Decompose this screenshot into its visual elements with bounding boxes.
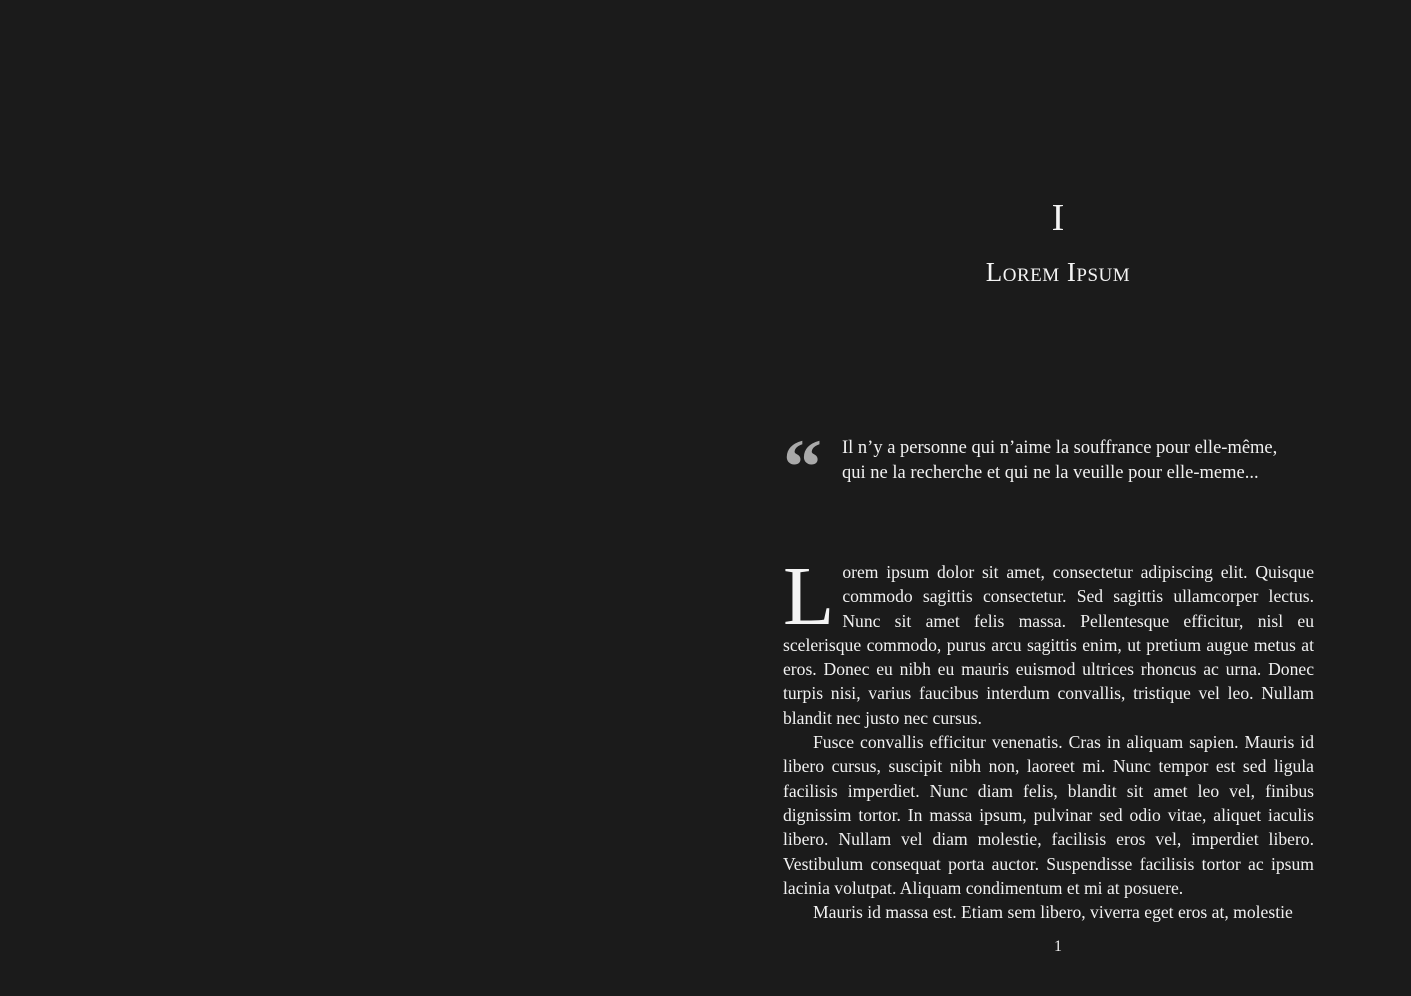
epigraph (783, 423, 1323, 510)
drop-cap: L (783, 550, 835, 643)
page-number: 1 (1054, 938, 1062, 955)
left-double-quote-icon: “ (783, 423, 822, 510)
chapter-body (783, 550, 1314, 924)
paragraph-1 (783, 550, 1314, 730)
epigraph-line-1: Il n’y a personne qui n’aime la souffrance pour elle-même, (842, 438, 1278, 458)
paragraph-1-text: orem ipsum dolor sit amet, consectetur adipiscing elit. Quisque commodo sagittis consectetur. Sed sagittis ullamcorper lectus. Nunc sit amet felis massa. Pellentesque efficitur, nisl eu scelerisque commodo, purus arcu sagittis enim, ut pretium augue metus at eros. Donec eu nibh eu mauris euismod ultrices rhoncus ac urna. Donec turpis nisi, varius faucibus interdum convallis, tristique vel leo. Nullam blandit nec justo nec cursus. (783, 562, 1314, 728)
right-page (705, 0, 1411, 996)
epigraph-line-2: qui ne la recherche et qui ne la veuille pour elle-meme... (842, 462, 1259, 483)
paragraph-2: Fusce convallis efficitur venenatis. Cras in aliquam sapien. Mauris id libero cursus, suscipit nibh non, laoreet mi. Nunc tempor est sed ligula facilisis imperdiet. Nunc diam felis, blandit sit amet leo vel, finibus dignissim tortor. In massa ipsum, pulvinar sed odio vitae, aliquet iaculis libero. Nullam vel diam molestie, facilisis eros vel, imperdiet libero. Vestibulum consequat porta auctor. Suspendisse facilisis tortor ac ipsum lacinia volutpat. Aliquam condimentum et mi at posuere. (783, 732, 1314, 898)
chapter-number: I (1051, 197, 1065, 239)
paragraph-3: Mauris id massa est. Etiam sem libero, viverra eget eros at, molestie (813, 902, 1293, 923)
epigraph-text (842, 436, 1323, 485)
chapter-title: Lorem Ipsum (985, 257, 1131, 287)
left-page-blank (0, 0, 705, 996)
